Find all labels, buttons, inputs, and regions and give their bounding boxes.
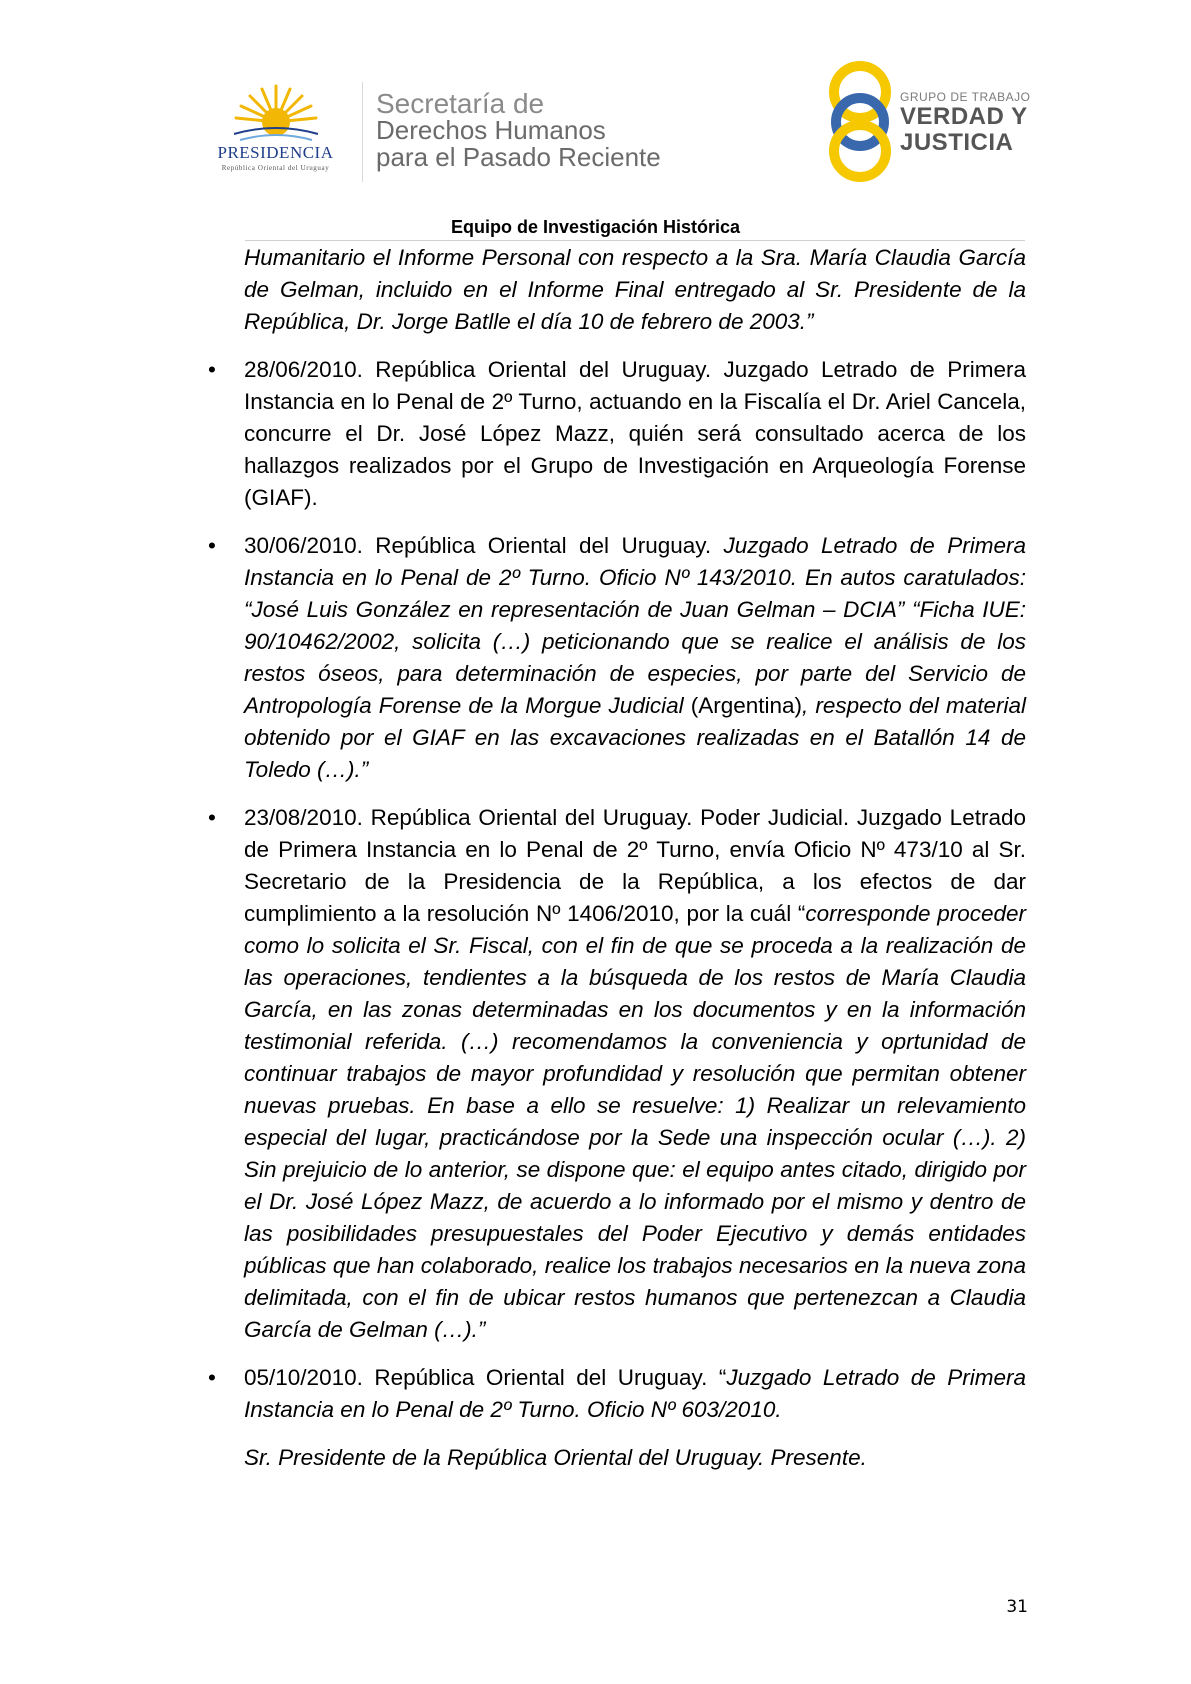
document-body [208,242,1027,1474]
secretaria-line-3: para el Pasado Reciente [376,142,661,172]
secretaria-line-1: Secretaría de [376,88,545,119]
verdad-justicia-line-3: JUSTICIA [900,129,1014,156]
bullet-icon: • [208,805,216,830]
continued-paragraph: Humanitario el Informe Personal con respecto a la Sra. María Claudia García de Gelman, incluido en el Informe Final entregado al Sr. Presidente de la República, Dr. Jorge Batlle el día 10 de febrero de 2003.” [244,245,1026,334]
presidencia-subtitle: República Oriental del Uruguay [221,164,330,172]
section-title: Equipo de Investigación Histórica [450,217,741,237]
secretaria-logo-text [376,90,661,171]
list-item: • 30/06/2010. República Oriental del Uruguay. Juzgado Letrado de Primera Instancia en lo Penal de 2º Turno. Oficio Nº 143/2010. En autos caratulados: “José Luis González en representación de Juan Gelman – DCIA” “Ficha IUE: 90/10462/2002, solicita (…) peticionando que se realice el análisis de los restos óseos, para determinación de especies, por parte del Servicio de Antropología Forense de la Morgue Judicial (Argentina), respecto del material obtenido por el GIAF en las excavaciones realizadas en el Batallón 14 de Toledo (…).” [244,530,1026,786]
bullet-icon: • [208,357,216,382]
header-rule [245,240,1025,241]
page-number: 31 [1006,1597,1028,1617]
list-item: • 23/08/2010. República Oriental del Uruguay. Poder Judicial. Juzgado Letrado de Primera Instancia en lo Penal de 2º Turno, envía Oficio Nº 473/10 al Sr. Secretario de la Presidencia de la República, a los efectos de dar cumplimiento a la resolución Nº 1406/2010, por la cuál “corresponde proceder como lo solicita el Sr. Fiscal, con el fin de que se proceda a la realización de las operaciones, tendientes a la búsqueda de los restos de María Claudia García, en las zonas determinadas en los documentos y en la información testimonial referida. (…) recomendamos la conveniencia y oprtunidad de continuar trabajos de mayor profundidad y resolución que permitan obtener nuevas pruebas. En base a ello se resuelve: 1) Realizar un relevamiento especial del lugar, practicándose por la Sede una inspección ocular (…). 2) Sin prejuicio de lo anterior, se dispone que: el equipo antes citado, dirigido por el Dr. José López Mazz, de acuerdo a lo informado por el mismo y dentro de las posibilidades presupuestales del Poder Ejecutivo y demás entidades públicas que han colaborado, realice los trabajos necesarios en la nueva zona delimitada, con el fin de ubicar restos humanos que pertenezcan a Claudia García de Gelman (…).” [244,802,1026,1346]
closing-paragraph: Sr. Presidente de la República Oriental del Uruguay. Presente. [244,1445,867,1470]
verdad-justicia-line-2: VERDAD Y [900,103,1028,130]
header-divider [362,82,363,182]
list-item: • 28/06/2010. República Oriental del Uruguay. Juzgado Letrado de Primera Instancia en lo Penal de 2º Turno, actuando en la Fiscalía el Dr. Ariel Cancela, concurre el Dr. José López Mazz, quién será consultado acerca de los hallazgos realizados por el Grupo de Investigación en Arqueología Forense (GIAF). [244,354,1026,514]
presidencia-logo [198,82,353,177]
sun-icon [226,82,326,144]
presidencia-name: PRESIDENCIA [217,143,334,162]
secretaria-line-2: Derechos Humanos [376,115,606,145]
verdad-justicia-line-1: GRUPO DE TRABAJO [900,90,1031,104]
verdad-justicia-text [900,90,1030,156]
bullet-icon: • [208,1365,216,1390]
linked-rings-icon [820,58,900,183]
bullet-icon: • [208,533,216,558]
list-item: • 05/10/2010. República Oriental del Uruguay. “Juzgado Letrado de Primera Instancia en lo Penal de 2º Turno. Oficio Nº 603/2010. [244,1362,1026,1426]
page-header [0,0,1191,250]
